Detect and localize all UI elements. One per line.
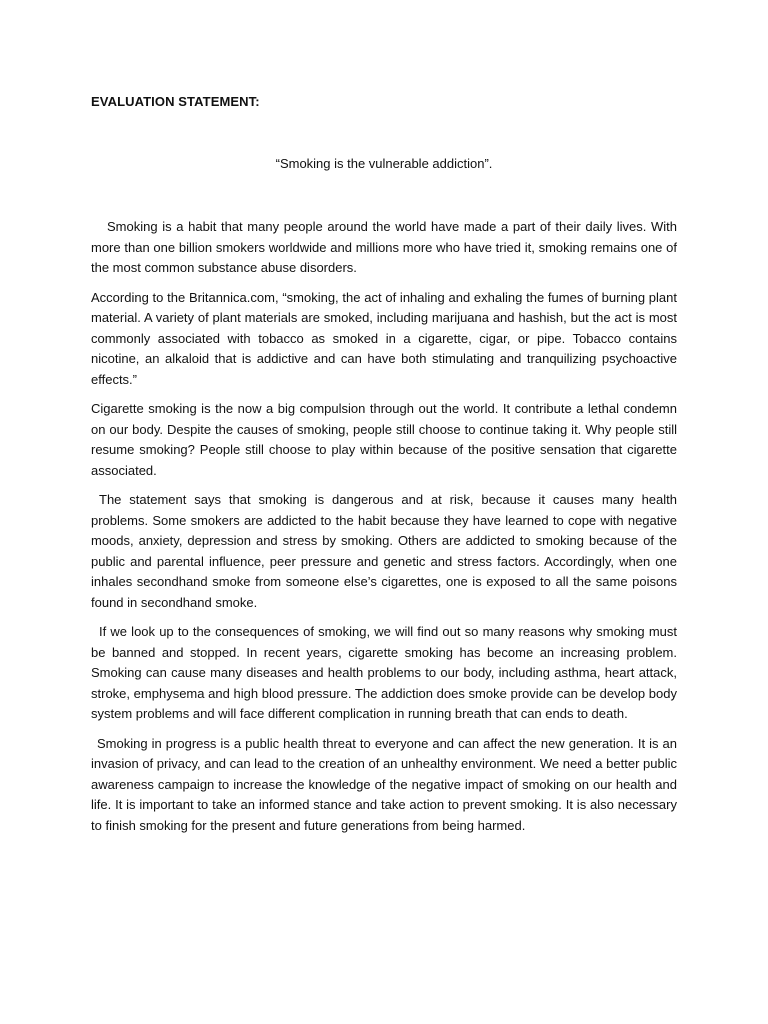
document-subtitle: “Smoking is the vulnerable addiction”. [275,156,493,171]
paragraph-consequences: If we look up to the consequences of smoking, we will find out so many reasons why smoking must be banned and stopped. In recent years, cigarette smoking has become an increasing problem. Smoking can cause many diseases and health problems to our body, including asthma, heart attack, stroke, emphysema and high blood pressure. The addiction does smoke provide can be develop body system problems and will face different complication in running breath that can ends to death. [91,624,677,721]
paragraph-intro: Smoking is a habit that many people around the world have made a part of their daily lives. With more than one billion smokers worldwide and millions more who have tried it, smoking remains one of the most common substance abuse disorders. [91,219,677,275]
paragraph-conclusion: Smoking in progress is a public health threat to everyone and can affect the new generation. It is an invasion of privacy, and can lead to the creation of an unhealthy environment. We need a better public awareness campaign to increase the knowledge of the negative impact of smoking on our health and life. It is important to take an informed stance and take action to prevent smoking. It is also necessary to finish smoking for the present and future generations from being harmed. [91,735,677,833]
document-body [91,217,677,845]
paragraph-definition: According to the Britannica.com, “smoking, the act of inhaling and exhaling the fumes of burning plant material. A variety of plant materials are smoked, including marijuana and hashish, but the act is most commonly associated with tobacco as smoked in a cigarette, cigar, or pipe. Tobacco contains nicotine, an alkaloid that is addictive and can have both stimulating and tranquilizing psychoactive effects.” [91,289,677,387]
document-heading: EVALUATION STATEMENT: [91,94,260,109]
paragraph-compulsion: Cigarette smoking is the now a big compulsion through out the world. It contribute a lethal condemn on our body. Despite the causes of smoking, people still choose to continue taking it. Why people still resume smoking? People still choose to play within because of the positive sensation that cigarette associated. [91,401,677,478]
paragraph-statement: The statement says that smoking is dangerous and at risk, because it causes many health problems. Some smokers are addicted to the habit because they have learned to cope with negative moods, anxiety, depression and stress by smoking. Others are addicted to smoking because of the public and parental influence, peer pressure and genetic and stress factors. Accordingly, when one inhales secondhand smoke from someone else’s cigarettes, one is exposed to all the same poisons found in secondhand smoke. [91,492,677,610]
